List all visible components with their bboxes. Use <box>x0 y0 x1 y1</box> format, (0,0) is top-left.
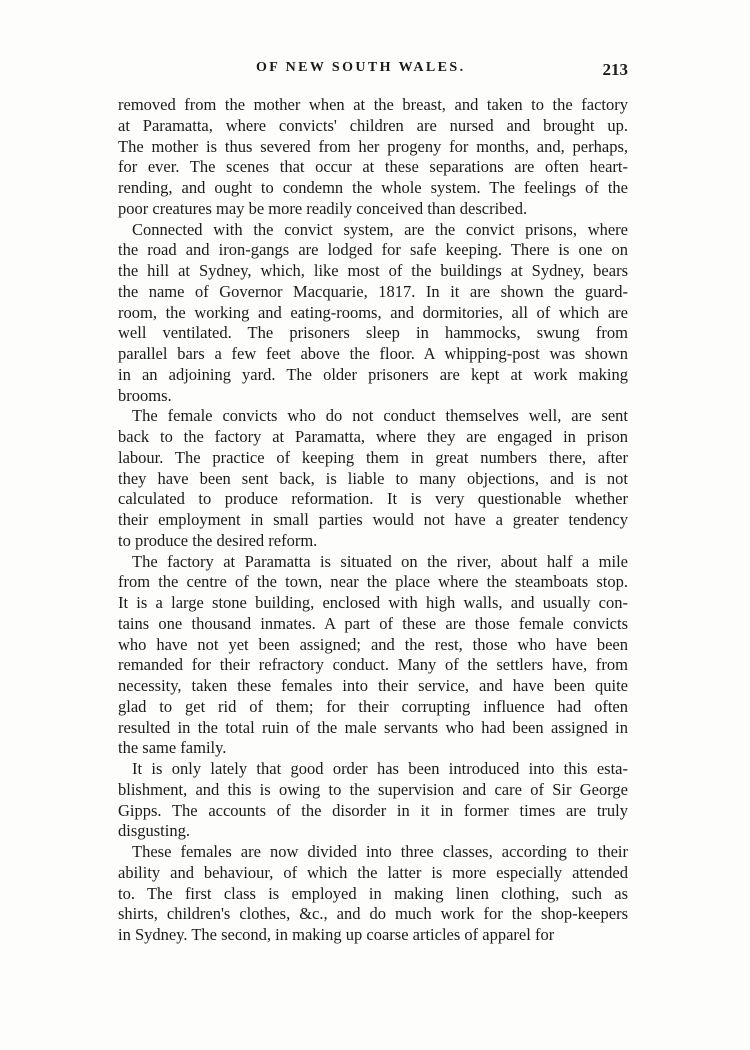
text-line: The female convicts who do not conduct themselves well, are sent <box>132 406 628 426</box>
text-line: to produce the desired reform. <box>118 530 318 550</box>
paragraph <box>118 759 628 842</box>
text-line: in an adjoining yard. The older prisoners are kept at work making <box>118 364 628 384</box>
text-line: The mother is thus severed from her progeny for months, and, perhaps, <box>118 136 628 156</box>
text-line: calculated to produce reformation. It is very questionable whether <box>118 489 628 509</box>
text-line: Gipps. The accounts of the disorder in it in former times are truly <box>118 800 628 820</box>
text-line: It is a large stone building, enclosed with high walls, and usually con- <box>118 593 628 612</box>
text-line: blishment, and this is owing to the supervision and care of Sir George <box>118 779 628 799</box>
text-line: The factory at Paramatta is situated on the river, about half a mile <box>132 551 628 571</box>
text-line: the same family. <box>118 738 227 758</box>
text-line: the name of Governor Macquarie, 1817. In it are shown the guard- <box>118 281 628 301</box>
paragraph <box>118 95 628 220</box>
text-line: the road and iron-gangs are lodged for safe keeping. There is one on <box>118 240 628 260</box>
paragraph <box>118 842 628 946</box>
paragraph <box>118 552 628 760</box>
text-line: they have been sent back, is liable to many objections, and is not <box>118 468 628 488</box>
text-line: in Sydney. The second, in making up coarse articles of apparel for <box>118 925 555 944</box>
text-line: tains one thousand inmates. A part of these are those female convicts <box>118 613 628 633</box>
text-line: ability and behaviour, of which the latter is more especially attended <box>118 862 628 882</box>
text-line: room, the working and eating-rooms, and dormitories, all of which are <box>118 302 628 322</box>
text-line: poor creatures may be more readily conceived than described. <box>118 198 528 218</box>
text-line: It is only lately that good order has been introduced into this esta- <box>132 759 628 778</box>
text-line: disgusting. <box>118 821 190 841</box>
text-line: who have not yet been assigned; and the rest, those who have been <box>118 634 628 654</box>
text-line: rending, and ought to condemn the whole system. The feelings of the <box>118 178 628 197</box>
paragraph <box>118 406 628 551</box>
text-line: removed from the mother when at the breast, and taken to the factory <box>118 95 628 114</box>
text-line: for ever. The scenes that occur at these separations are often heart- <box>118 157 628 177</box>
text-line: their employment in small parties would not have a greater tendency <box>118 510 628 529</box>
text-line: These females are now divided into three classes, according to their <box>132 842 628 861</box>
text-line: glad to get rid of them; for their corrupting influence had often <box>118 696 628 716</box>
running-head-title: OF NEW SOUTH WALES. <box>256 60 466 75</box>
text-line: resulted in the total ruin of the male servants who had been assigned in <box>118 717 628 737</box>
text-line: labour. The practice of keeping them in great numbers there, after <box>118 447 628 467</box>
text-line: remanded for their refractory conduct. Many of the settlers have, from <box>118 655 628 675</box>
text-line: the hill at Sydney, which, like most of the buildings at Sydney, bears <box>118 261 628 280</box>
text-line: brooms. <box>118 385 172 405</box>
body-text <box>118 95 628 946</box>
text-line: well ventilated. The prisoners sleep in hammocks, swung from <box>118 323 628 343</box>
paragraph <box>118 220 628 407</box>
text-line: from the centre of the town, near the place where the steamboats stop. <box>118 572 628 592</box>
text-line: to. The first class is employed in making linen clothing, such as <box>118 883 628 903</box>
text-line: at Paramatta, where convicts' children are nursed and brought up. <box>118 115 628 135</box>
text-line: back to the factory at Paramatta, where they are engaged in prison <box>118 427 628 446</box>
running-head <box>118 56 628 82</box>
text-line: parallel bars a few feet above the floor. A whipping-post was shown <box>118 344 628 363</box>
text-line: shirts, children's clothes, &c., and do much work for the shop-keepers <box>118 904 628 924</box>
text-line: Connected with the convict system, are the convict prisons, where <box>132 219 628 239</box>
text-line: necessity, taken these females into their service, and have been quite <box>118 676 628 695</box>
page-number: 213 <box>602 60 628 79</box>
